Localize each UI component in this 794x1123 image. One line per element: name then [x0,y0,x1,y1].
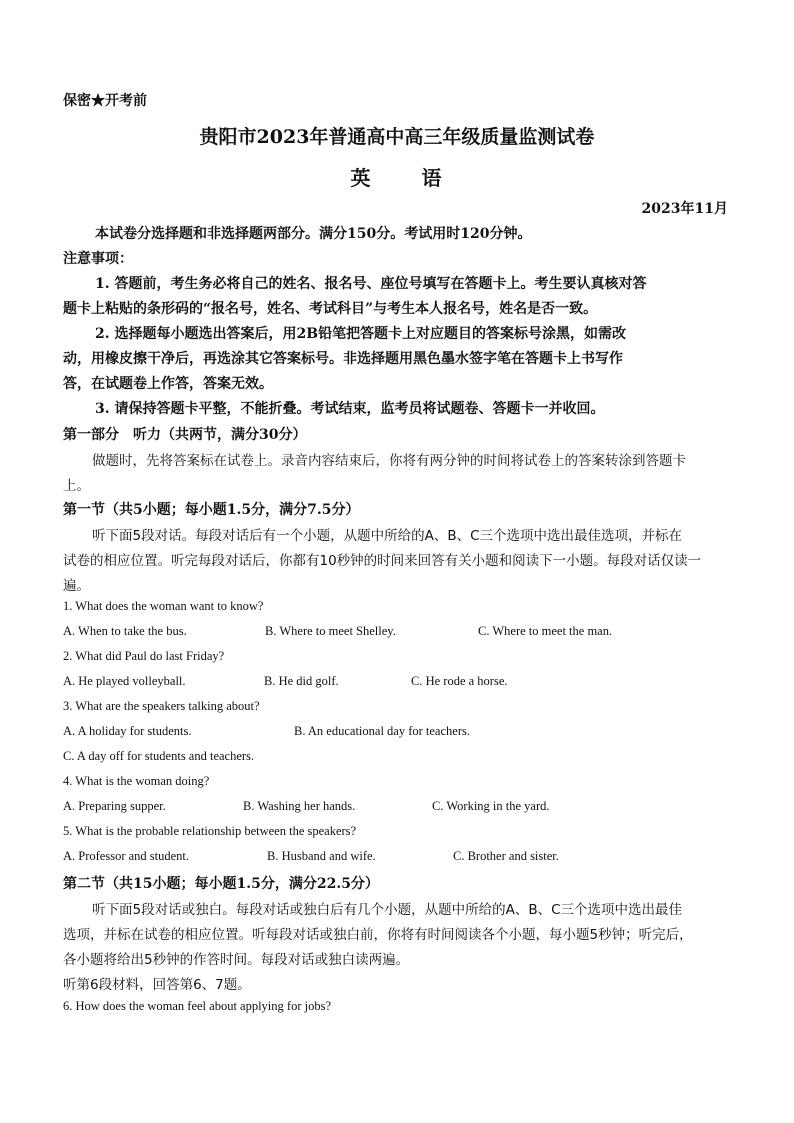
notice-2-line-1: 2. 选择题每小题选出答案后，用2B铅笔把答题卡上对应题目的答案标号涂黑，如需改 [95,326,627,342]
question-5-option-a: A. Professor and student. [63,849,190,863]
notice-2-line-2: 动，用橡皮擦干净后，再选涂其它答案标号。非选择题用黑色墨水签字笔在答题卡上书写作 [63,351,623,367]
section1-instruction-line-2: 试卷的相应位置。听完每段对话后，你都有10秒钟的时间来回答有关小题和阅读下一小题。每段对话仅读一 [63,553,702,569]
secret-mark: 保密★开考前 [63,93,147,109]
question-1: 1. What does the woman want to know? [63,599,264,613]
question-4: 4. What is the woman doing? [63,774,210,788]
question-3: 3. What are the speakers talking about? [63,699,260,713]
section1-instruction-line-3: 遍。 [63,578,90,594]
notice-2-line-3: 答，在试题卷上作答，答案无效。 [63,376,273,392]
question-3-option-a: A. A holiday for students. [63,724,192,738]
question-2: 2. What did Paul do last Friday? [63,649,225,663]
part1-heading: 第一部分 听力（共两节，满分30分） [63,427,307,443]
section2-heading: 第二节（共15小题；每小题1.5分，满分22.5分） [63,876,379,892]
question-3-option-c: C. A day off for students and teachers. [63,749,255,763]
section2-instruction-line-3: 各小题将给出5秒钟的作答时间。每段对话或独白读两遍。 [63,952,410,968]
question-3-option-b: B. An educational day for teachers. [294,724,470,738]
question-2-option-c: C. He rode a horse. [411,674,508,688]
exam-title: 贵阳市2023年普通高中高三年级质量监测试卷 [199,126,595,148]
question-1-option-b: B. Where to meet Shelley. [265,624,396,638]
exam-date: 2023年11月 [641,201,728,217]
question-1-option-a: A. When to take the bus. [63,624,187,638]
question-4-option-b: B. Washing her hands. [243,799,356,813]
question-4-option-c: C. Working in the yard. [432,799,550,813]
part1-instruction-line-2: 上。 [63,478,90,494]
notice-1-line-2: 题卡上粘贴的条形码的“报名号，姓名、考试科目”与考生本人报名号，姓名是否一致。 [63,301,598,317]
part1-instruction-line-1: 做题时，先将答案标在试卷上。录音内容结束后，你将有两分钟的时间将试卷上的答案转涂到答题卡 [92,453,686,469]
notice-3: 3. 请保持答题卡平整，不能折叠。考试结束，监考员将试题卷、答题卡一并收回。 [95,401,605,417]
question-2-option-a: A. He played volleyball. [63,674,186,688]
section2-instruction-line-2: 选项，并标在试卷的相应位置。听每段对话或独白前，你将有时间阅读各个小题，每小题5秒钟；听完后， [63,927,693,943]
section2-instruction-line-1: 听下面5段对话或独白。每段对话或独白后有几个小题，从题中所给的A、B、C三个选项中选出最佳 [92,902,683,918]
question-5: 5. What is the probable relationship between the speakers? [63,824,357,838]
section1-instruction-line-1: 听下面5段对话。每段对话后有一个小题，从题中所给的A、B、C三个选项中选出最佳选项，并标在 [92,528,683,544]
subject-title: 英 语 [350,166,464,190]
section1-heading: 第一节（共5小题；每小题1.5分，满分7.5分） [63,502,360,518]
notice-1-line-1: 1. 答题前，考生务必将自己的姓名、报名号、座位号填写在答题卡上。考生要认真核对答 [95,276,647,292]
question-5-option-c: C. Brother and sister. [453,849,559,863]
question-6: 6. How does the woman feel about applying for jobs? [63,999,331,1013]
question-2-option-b: B. He did golf. [264,674,339,688]
question-4-option-a: A. Preparing supper. [63,799,166,813]
question-5-option-b: B. Husband and wife. [267,849,376,863]
material-note-6: 听第6段材料，回答第6、7题。 [63,977,251,993]
exam-summary: 本试卷分选择题和非选择题两部分。满分150分。考试用时120分钟。 [95,226,532,242]
question-1-option-c: C. Where to meet the man. [478,624,613,638]
notice-heading: 注意事项： [63,251,133,267]
